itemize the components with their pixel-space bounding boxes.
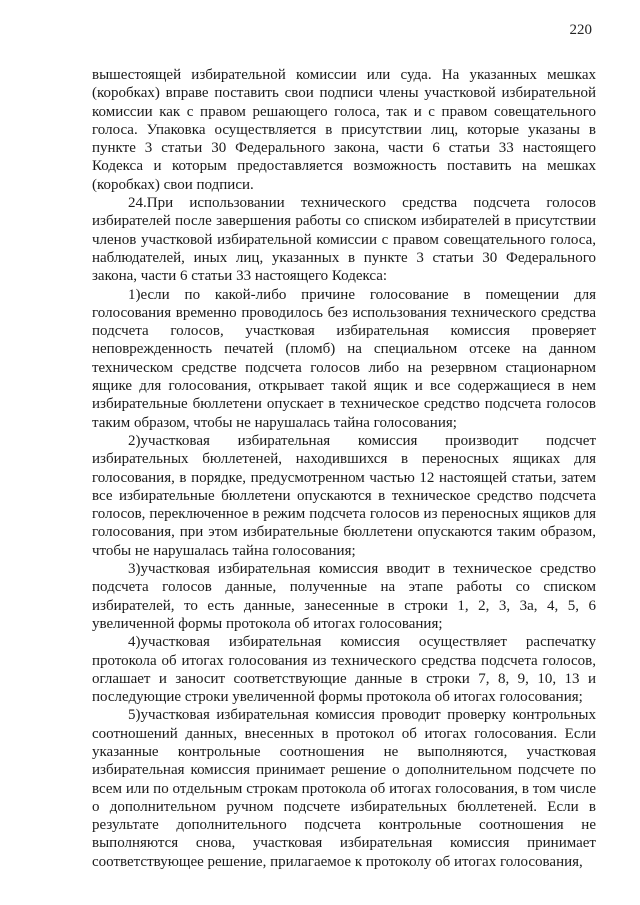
paragraph-subitem-4: 4)участковая избирательная комиссия осуществляет распечатку протокола об итогах голосования из технического средства подсчета голосов, оглашает и заносит соответствующие данные в строки 7, 8, 9, 10, 13 и последующие строки увеличенной формы протокола об итогах голосования; bbox=[92, 634, 596, 706]
paragraph-item-24: 24.При использовании технического средства подсчета голосов избирателей после завершения работы со списком избирателей в присутствии членов участковой избирательной комиссии с правом совещательного голоса, наблюдателей, иных лиц, указанных в пункте 3 статьи 30 Федерального закона, части 6 статьи 33 настоящего Кодекса: bbox=[92, 195, 596, 285]
paragraph-continuation: вышестоящей избирательной комиссии или суда. На указанных мешках (коробках) вправе поставить свои подписи члены участковой избирательной комиссии как с правом решающего голоса, так и с правом совещательного голоса. Упаковка осуществляется в присутствии лиц, которые указаны в пункте 3 статьи 30 Федерального закона, части 6 статьи 33 настоящего Кодекса и которым предоставляется возможность поставить на мешках (коробках) свои подписи. bbox=[92, 67, 596, 193]
paragraph-subitem-1: 1)если по какой-либо причине голосование в помещении для голосования временно проводилось без использования технического средства подсчета голосов, участковая избирательная комиссия проверяет неповрежденность печатей (пломб) на специальном отсеке на данном техническом средстве подсчета голосов либо на резервном стационарном ящике для голосования, открывает такой ящик и все содержащиеся в нем избирательные бюллетени опускает в техническое средство подсчета голосов таким образом, чтобы не нарушалась тайна голосования; bbox=[92, 286, 596, 431]
paragraph-subitem-2: 2)участковая избирательная комиссия производит подсчет избирательных бюллетеней, находившихся в переносных ящиках для голосования, в порядке, предусмотренном частью 12 настоящей статьи, затем все избирательные бюллетени опускаются в техническое средство подсчета голосов, переключенное в режим подсчета голосов из переносных ящиков для голосования, при этом избирательные бюллетени опускаются таким образом, чтобы не нарушалась тайна голосования; bbox=[92, 432, 596, 559]
page-number: 220 bbox=[569, 22, 592, 38]
paragraph-subitem-3: 3)участковая избирательная комиссия вводит в техническое средство подсчета голосов данные, полученные на этапе работы со списком избирателей, то есть данные, занесенные в строки 1, 2, 3, 3а, 4, 5, 6 увеличенной формы протокола об итогах голосования; bbox=[92, 561, 596, 632]
document-body bbox=[92, 66, 596, 871]
paragraph-subitem-5: 5)участковая избирательная комиссия проводит проверку контрольных соотношений данных, внесенных в протокол об итогах голосования. Если указанные контрольные соотношения не выполняются, участковая избирательная комиссия принимает решение о дополнительном подсчете по всем или по отдельным строкам протокола об итогах голосования, в том числе о дополнительном ручном подсчете избирательных бюллетеней. Если в результате дополнительного подсчета контрольные соотношения не выполняются снова, участковая избирательная комиссия принимает соответствующее решение, прилагаемое к протоколу об итогах голосования, bbox=[92, 707, 596, 870]
